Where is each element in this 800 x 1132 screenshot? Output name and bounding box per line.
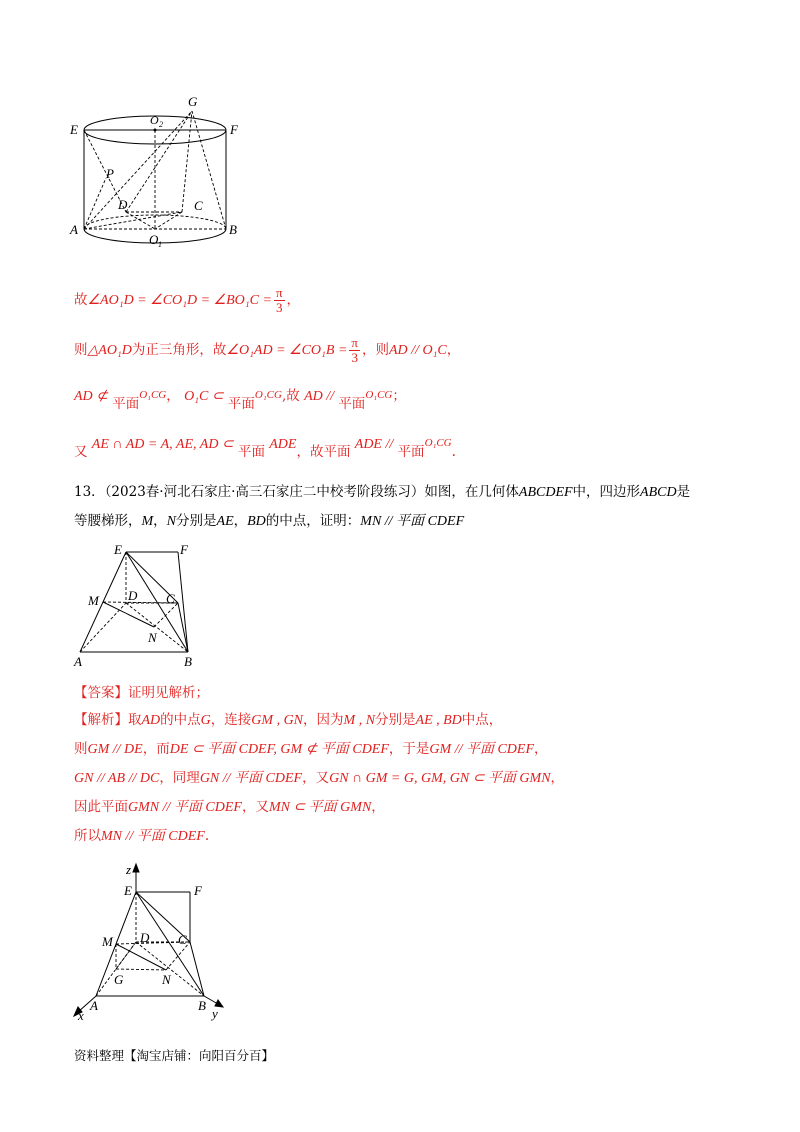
cylinder-figure: [62, 92, 252, 252]
fig1-label-o2-sub: 2: [159, 120, 163, 129]
analysis-block: [74, 706, 734, 851]
text: ，: [534, 741, 548, 757]
text: ，又: [241, 799, 269, 815]
text: ，于是: [388, 741, 430, 757]
text: 中点，: [461, 712, 503, 728]
fig3-label-m: M: [102, 934, 113, 949]
fig1-label-c: C: [194, 198, 203, 213]
math: N: [166, 514, 177, 529]
math: AE , BD: [415, 713, 462, 728]
math: GN // AB // DC: [74, 771, 160, 786]
math: △AO₁D: [87, 343, 132, 358]
fig2-label-d: D: [128, 588, 138, 603]
math: AE: [216, 514, 234, 529]
fig3-label-b: B: [198, 998, 206, 1013]
text: ，因为: [303, 712, 344, 728]
text: 平面: [397, 444, 425, 460]
math: MN // 平面 CDEF: [360, 514, 465, 529]
text: 的中点，证明：: [265, 513, 361, 529]
solution-line-2: [74, 336, 460, 365]
text: 取: [128, 712, 142, 728]
math: ADE: [269, 437, 297, 452]
math: ADE //: [354, 437, 394, 452]
text: 中，四边形: [572, 484, 641, 500]
math: BD: [247, 514, 266, 529]
text: 平面: [237, 444, 265, 460]
text: ，: [153, 513, 167, 529]
analysis-tag: 【解析】: [74, 712, 128, 728]
text: ，: [446, 342, 461, 358]
text: 平面: [227, 396, 255, 412]
text: ,故: [281, 388, 300, 404]
text: ，连接: [210, 712, 252, 728]
fig2-label-m: M: [88, 593, 99, 608]
math: GM // 平面 CDEF: [429, 742, 535, 757]
math: GN // 平面 CDEF: [199, 771, 303, 786]
text: 则: [74, 342, 88, 358]
fig3-label-e: E: [124, 883, 132, 898]
text: 分别是: [176, 513, 217, 529]
fraction: [274, 286, 285, 315]
text: ，: [286, 292, 301, 308]
fig2-label-n: N: [148, 630, 157, 645]
coordinate-solid-figure: [66, 862, 236, 1022]
text: ，而: [142, 741, 170, 757]
math: GM // DE: [87, 742, 143, 757]
math: GN ∩ GM = G, GM, GN ⊂ 平面 GMN: [329, 771, 551, 786]
fig2-label-f: F: [180, 542, 188, 557]
fig2-label-c: C: [166, 591, 175, 606]
math: MN ⊂ 平面 GMN: [268, 800, 372, 815]
fig3-label-z: z: [126, 862, 132, 877]
frac-num: π: [275, 285, 283, 300]
math: ∠O₁AD = ∠CO₁B =: [226, 343, 348, 358]
question-13: [74, 478, 734, 536]
solution-line-1: [74, 286, 300, 315]
fig3-label-d: D: [140, 930, 150, 945]
fig2-label-e: E: [114, 542, 122, 557]
fig3-label-g: G: [114, 972, 124, 987]
text: ，: [233, 513, 248, 529]
fig1-label-d: D: [118, 197, 128, 212]
math: O₁CG: [254, 389, 282, 401]
text: 如图，在几何体: [424, 484, 519, 500]
question-source: （2023春·河北石家庄·高三石家庄二中校考阶段练习）: [104, 484, 425, 500]
math: ∠AO₁D = ∠CO₁D = ∠BO₁C =: [87, 293, 272, 308]
fig1-label-b: B: [229, 222, 237, 237]
answer-line: [74, 679, 734, 707]
fig2-label-a: A: [74, 654, 82, 669]
fig1-label-f: F: [230, 122, 238, 137]
fig3-label-a: A: [90, 998, 98, 1013]
text: 所以: [74, 828, 101, 844]
fig1-label-g: G: [188, 94, 198, 109]
text: 为正三角形，故: [131, 342, 227, 358]
fig3-label-c: C: [178, 932, 187, 947]
math: AD // O₁C: [389, 343, 447, 358]
fig2-label-b: B: [184, 654, 192, 669]
solution-line-3: [74, 384, 406, 412]
solution-line-4: [74, 432, 456, 460]
text: 分别是: [375, 712, 416, 728]
text: ，: [550, 770, 565, 786]
trapezoid-solid-figure: [70, 540, 210, 670]
text: ；: [392, 388, 406, 404]
text: ，: [371, 799, 385, 815]
fig3-label-f: F: [194, 883, 202, 898]
fig1-label-e: E: [70, 122, 78, 137]
math: GMN // 平面 CDEF: [128, 800, 242, 815]
fig1-label-o1: O: [149, 232, 159, 247]
text: 故: [74, 292, 88, 308]
text: 平面: [338, 396, 366, 412]
frac-num: π: [351, 335, 358, 350]
text: .: [204, 828, 210, 844]
text: ，故平面: [296, 444, 351, 460]
math: O₁C ⊂: [184, 389, 224, 404]
math: AD //: [304, 389, 335, 404]
math: GM , GN: [251, 713, 304, 728]
fig1-label-o1-sub: 1: [158, 240, 162, 249]
text: ，又: [302, 770, 330, 786]
fraction: [349, 336, 360, 365]
math: MN // 平面 CDEF: [101, 829, 205, 844]
text: 的中点: [160, 712, 201, 728]
text: ，: [166, 388, 180, 404]
math: O₁CG: [424, 437, 452, 449]
text: 因此平面: [74, 799, 128, 815]
answer-tag: 【答案】: [74, 685, 128, 701]
fig1-label-o2: O: [150, 113, 159, 127]
math: AE ∩ AD = A, AE, AD ⊂: [91, 437, 234, 452]
math: M , N: [343, 713, 376, 728]
math: ABCDEF: [518, 485, 573, 500]
text: ，同理: [159, 770, 200, 786]
fig1-label-a: A: [70, 222, 78, 237]
text: ，则: [362, 342, 389, 358]
fig1-label-p: P: [106, 166, 114, 181]
text: 等腰梯形，: [74, 513, 142, 529]
text: 是: [676, 484, 691, 500]
answer-text: 证明见解析；: [128, 685, 209, 701]
math: AD: [141, 713, 161, 728]
frac-den: 3: [351, 350, 358, 365]
fig3-label-y: y: [212, 1006, 218, 1021]
math: AD ⊄: [74, 389, 108, 404]
math: ABCD: [640, 485, 677, 500]
math: DE ⊂ 平面 CDEF, GM ⊄ 平面 CDEF: [169, 742, 389, 757]
fig3-label-x: x: [78, 1008, 84, 1022]
text: 又: [74, 444, 88, 460]
text: 则: [74, 741, 88, 757]
fig3-label-n: N: [162, 972, 171, 987]
frac-den: 3: [275, 300, 283, 315]
math: M: [141, 514, 154, 529]
question-number: 13．: [74, 484, 105, 500]
math: O₁CG: [139, 389, 167, 401]
page-footer: 资料整理【淘宝店铺：向阳百分百】: [74, 1048, 275, 1063]
math: O₁CG: [365, 389, 393, 401]
math: G: [200, 713, 211, 728]
text: .: [451, 444, 456, 460]
text: 平面: [112, 396, 140, 412]
